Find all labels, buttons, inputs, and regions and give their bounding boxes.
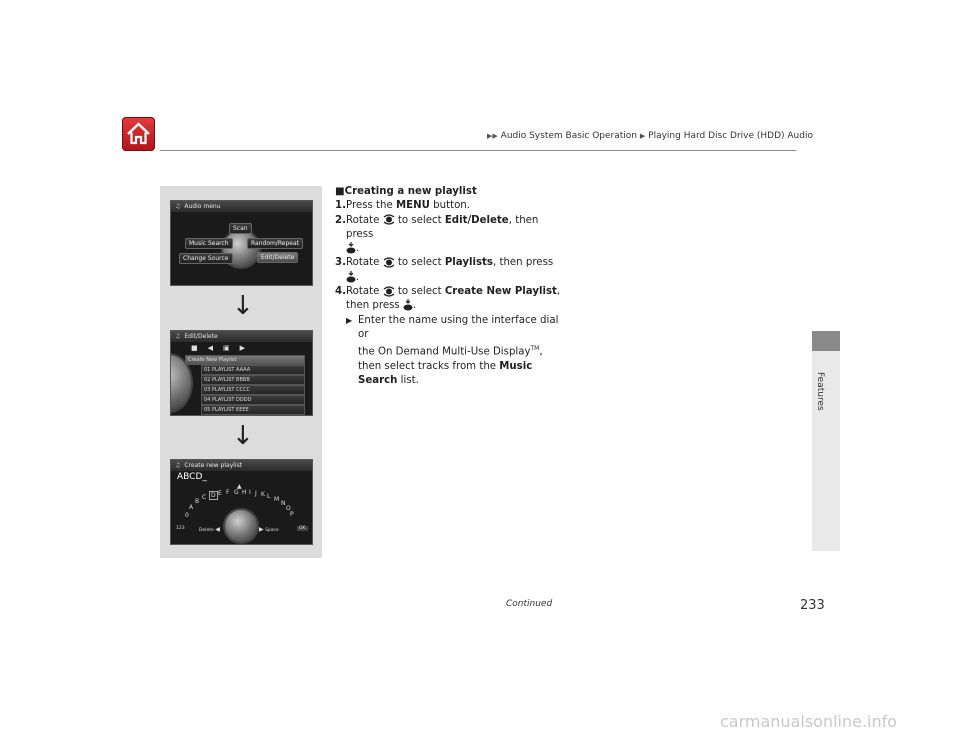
step-number: 4. xyxy=(335,286,346,298)
breadcrumb-page[interactable]: Playing Hard Disc Drive (HDD) Audio xyxy=(648,131,813,141)
mode-123-button[interactable]: 123 xyxy=(176,526,185,531)
step-text: , then press xyxy=(492,257,554,269)
arrow-down-icon: ↓ xyxy=(232,291,254,321)
create-new-playlist-ref: Create New Playlist xyxy=(444,286,557,298)
screen-title-bar xyxy=(171,331,312,342)
row-text: PLAYLIST DDDD xyxy=(211,397,252,403)
step-number: 1. xyxy=(335,200,346,212)
char-key[interactable]: H xyxy=(242,489,247,496)
char-key[interactable]: A xyxy=(189,504,194,511)
section-heading xyxy=(335,185,565,199)
screen-title: Create new playlist xyxy=(184,462,243,469)
step-number: 2. xyxy=(335,214,346,226)
ok-button[interactable]: OK xyxy=(299,526,306,531)
watermark: carmanualsonline.info xyxy=(720,712,898,731)
create-new-playlist-row[interactable] xyxy=(185,355,305,365)
step-text: Press the xyxy=(346,200,397,212)
step-text: then press xyxy=(346,300,403,312)
edit-delete-screen xyxy=(170,330,313,416)
music-note-icon: ♫ xyxy=(175,203,181,210)
char-key[interactable]: B xyxy=(195,498,200,505)
step-4 xyxy=(335,285,565,314)
screen-title: Audio menu xyxy=(184,203,221,210)
space-button[interactable] xyxy=(259,526,279,533)
step-number: 3. xyxy=(335,257,346,269)
interface-dial xyxy=(225,510,257,542)
arrow-down-icon: ↓ xyxy=(232,421,254,451)
step-text: Rotate xyxy=(346,257,383,269)
row-label: Create New Playlist xyxy=(188,357,237,363)
chapter-tab-marker xyxy=(812,331,840,351)
playlist-row[interactable] xyxy=(201,375,305,385)
playlist-name-entry[interactable]: ABCD_ xyxy=(177,472,207,482)
menu-item-edit-delete[interactable]: Edit/Delete xyxy=(257,252,298,263)
playlist-row[interactable] xyxy=(201,365,305,375)
row-number: 01 xyxy=(204,367,211,373)
char-key[interactable]: K xyxy=(261,491,265,498)
rotate-dial-icon xyxy=(383,286,395,297)
music-search-ref: Music xyxy=(499,360,533,372)
breadcrumb-section[interactable]: Audio System Basic Operation xyxy=(500,131,637,141)
row-number: 04 xyxy=(204,397,211,403)
step-text: to select xyxy=(397,286,445,298)
char-key-selected[interactable]: D xyxy=(211,492,216,499)
step-text: . xyxy=(412,300,417,312)
page-number: 233 xyxy=(800,598,825,613)
menu-item-change-source[interactable]: Change Source xyxy=(179,253,233,264)
press-dial-icon xyxy=(346,242,356,254)
row-text: PLAYLIST EEEE xyxy=(211,407,249,413)
audio-menu-screen xyxy=(170,200,313,286)
playlists-ref: Playlists xyxy=(444,257,493,269)
row-number: 02 xyxy=(204,377,211,383)
step-3 xyxy=(335,256,565,285)
step-text: to select xyxy=(397,214,445,226)
char-key[interactable]: J xyxy=(255,490,257,497)
step-text: Rotate xyxy=(346,214,383,226)
home-button[interactable] xyxy=(122,117,155,151)
heading-text: Creating a new playlist xyxy=(344,186,477,197)
note-text: list. xyxy=(397,375,419,387)
note-arrow-icon: ▶ xyxy=(346,315,353,325)
char-key[interactable]: L xyxy=(267,493,271,500)
chapter-tab-label[interactable]: Features xyxy=(815,372,825,411)
breadcrumb-arrow-icon: ▶ xyxy=(639,132,646,140)
menu-button-ref: MENU xyxy=(396,200,430,212)
step-text: Rotate xyxy=(346,286,383,298)
header-divider xyxy=(160,150,796,151)
instruction-content xyxy=(335,185,565,389)
home-icon xyxy=(126,122,151,145)
arrow-right-icon: ▶ xyxy=(259,526,264,533)
char-key[interactable]: F xyxy=(226,489,230,496)
press-dial-icon xyxy=(346,271,356,283)
continued-label: Continued xyxy=(506,599,553,609)
char-key[interactable]: M xyxy=(274,496,280,503)
step-text: to select xyxy=(397,257,445,269)
cursor-up-icon: ▲ xyxy=(237,483,242,490)
music-note-icon: ♫ xyxy=(175,462,181,469)
note-text: , xyxy=(539,346,543,358)
screen-title-bar xyxy=(171,201,312,212)
char-key[interactable]: E xyxy=(218,490,222,497)
screen-title: Edit/Delete xyxy=(184,333,218,340)
char-key[interactable]: G xyxy=(234,489,239,496)
row-text: PLAYLIST AAAA xyxy=(211,367,251,373)
row-text: PLAYLIST BBBB xyxy=(211,377,250,383)
char-key[interactable]: N xyxy=(281,500,286,507)
edit-delete-ref: Edit/Delete xyxy=(444,214,509,226)
char-key[interactable]: I xyxy=(249,489,251,496)
step-1 xyxy=(335,199,565,213)
step-text: button. xyxy=(429,200,471,212)
rotate-dial-icon xyxy=(383,214,395,225)
step-text: , then press xyxy=(346,214,539,240)
heading-bullet-icon: ■ xyxy=(335,186,345,197)
row-text: PLAYLIST CCCC xyxy=(211,387,251,393)
press-dial-icon xyxy=(403,299,413,311)
char-key[interactable]: O xyxy=(286,505,291,512)
music-search-ref: Search xyxy=(358,375,398,387)
note-text: Enter the name using the interface dial or xyxy=(358,314,559,340)
step-text: . xyxy=(356,243,360,255)
playlist-row[interactable] xyxy=(201,405,305,415)
screen-title-bar xyxy=(171,460,312,471)
menu-item-random-repeat[interactable]: Random/Repeat xyxy=(247,238,303,249)
breadcrumb-arrow-icon: ▶▶ xyxy=(487,132,498,140)
delete-button[interactable] xyxy=(199,526,220,533)
playlist-row[interactable] xyxy=(201,385,305,395)
note-text: then select tracks from the xyxy=(358,360,500,372)
step-4-note xyxy=(335,314,565,389)
char-key[interactable]: C xyxy=(202,494,207,501)
menu-item-music-search[interactable]: Music Search xyxy=(185,238,233,249)
char-key[interactable]: 0 xyxy=(185,512,189,519)
menu-item-scan[interactable]: Scan xyxy=(229,223,252,234)
char-key[interactable]: P xyxy=(290,511,294,518)
delete-label: Delete xyxy=(199,528,214,533)
row-number: 05 xyxy=(204,407,211,413)
rotate-dial-icon xyxy=(383,257,395,268)
space-label: Space xyxy=(265,528,279,533)
step-2 xyxy=(335,214,565,257)
step-text: , xyxy=(556,286,561,298)
playlist-row[interactable] xyxy=(201,395,305,405)
note-text: the On Demand Multi-Use Display xyxy=(358,346,531,358)
arrow-left-icon: ◀ xyxy=(215,526,220,533)
breadcrumb xyxy=(487,131,813,141)
row-number: 03 xyxy=(204,387,211,393)
music-note-icon: ♫ xyxy=(175,333,181,340)
playlist-controls: ■◀▣▶ xyxy=(191,344,255,352)
step-text: . xyxy=(356,271,360,283)
trademark-mark: TM xyxy=(530,345,540,353)
create-playlist-screen xyxy=(170,459,313,545)
